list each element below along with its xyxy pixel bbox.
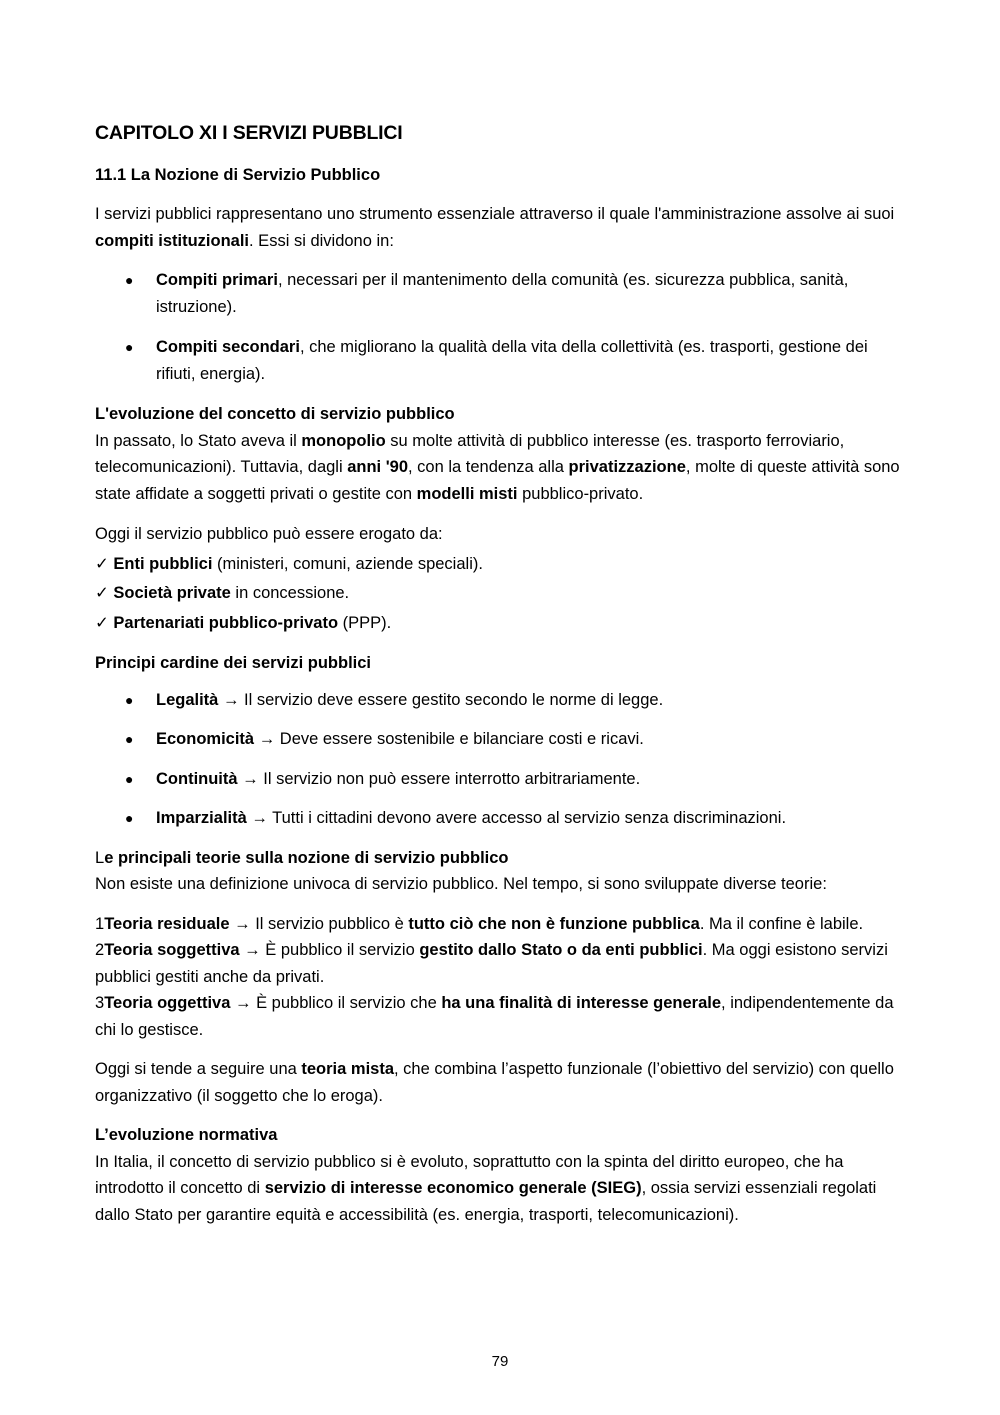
bold-text: anni '90: [347, 458, 408, 476]
item-text: , che migliorano la qualità della vita della collettività (es. trasporti, gestione dei rifiuti, energia).: [156, 338, 868, 383]
page-number: 79: [491, 1353, 509, 1370]
bold-text: ha una finalità di interesse generale: [441, 994, 722, 1012]
check-item: [95, 579, 905, 609]
item-bold: Compiti secondari: [156, 338, 300, 356]
check-icon: ✓: [95, 554, 109, 573]
text: pubblico-privato.: [517, 484, 644, 503]
intro-paragraph: [95, 201, 905, 254]
list-item: [95, 805, 905, 832]
normativa-paragraph: [95, 1122, 905, 1228]
teoria-number: 2: [95, 941, 105, 959]
text: , che combina l’aspetto funzionale (l’obiettivo del servizio) con quello organizzativo (il soggetto che lo eroga).: [95, 1060, 894, 1105]
list-item: [95, 766, 905, 793]
principi-heading-block: [95, 650, 905, 677]
text: . Ma oggi esistono servizi pubblici gestiti anche da privati.: [95, 941, 888, 986]
teorie-intro: Non esiste una definizione univoca di servizio pubblico. Nel tempo, si sono sviluppate diverse teorie:: [95, 875, 827, 893]
list-item: [95, 267, 905, 320]
text: → È pubblico il servizio: [239, 941, 420, 959]
text: , indipendentemente da chi lo gestisce.: [95, 994, 894, 1039]
evoluzione-paragraph: [95, 401, 905, 507]
intro-bold: compiti istituzionali: [95, 231, 250, 250]
text: → Il servizio pubblico è: [229, 914, 409, 933]
teoria-name: Teoria residuale: [104, 914, 230, 933]
compiti-list: [95, 267, 905, 387]
section-title: 11.1 La Nozione di Servizio Pubblico: [95, 166, 381, 184]
teoria-name: Teoria oggettiva: [104, 994, 231, 1012]
list-item: [95, 726, 905, 753]
teorie-heading: e principali teorie sulla nozione di servizio pubblico: [104, 848, 509, 867]
item-bold: Enti pubblici: [113, 554, 213, 573]
bold-text: gestito dallo Stato o da enti pubblici: [419, 941, 703, 959]
item-text: (PPP).: [338, 613, 392, 632]
bullet-icon: ●: [125, 272, 134, 288]
text: , con la tendenza alla: [408, 458, 569, 476]
teorie-list: [95, 911, 905, 1044]
teoria-number: 3: [95, 994, 105, 1012]
erogazione-intro: Oggi il servizio pubblico può essere erogato da:: [95, 525, 443, 543]
check-icon: ✓: [95, 613, 109, 632]
teoria-mista-paragraph: [95, 1056, 905, 1109]
item-text: in concessione.: [230, 584, 350, 602]
list-item: [95, 687, 905, 714]
bold-text: servizio di interesse economico generale (SIEG): [264, 1179, 642, 1197]
intro-text-2: . Essi si dividono in:: [249, 231, 394, 250]
item-text: (ministeri, comuni, aziende speciali).: [212, 554, 483, 573]
erogazione-block: [95, 520, 905, 638]
teoria-number: 1: [95, 914, 105, 933]
principi-list: [95, 687, 905, 832]
text: In Italia, il concetto di servizio pubblico si è evoluto, soprattutto con la spinta del diritto europeo, che ha introdotto il concetto di: [95, 1152, 844, 1197]
check-icon: ✓: [95, 584, 109, 602]
item-bold: Continuità: [156, 769, 238, 788]
bold-text: tutto ciò che non è funzione pubblica: [408, 914, 700, 933]
bullet-icon: ●: [125, 691, 134, 708]
item-bold: Legalità: [156, 690, 219, 709]
bold-text: privatizzazione: [568, 458, 686, 476]
bold-text: modelli misti: [416, 484, 518, 503]
document-page: [95, 119, 905, 1241]
item-bold: Imparzialità: [156, 809, 247, 827]
bullet-icon: ●: [125, 770, 134, 787]
text: , molte di queste attività sono state affidate a soggetti privati o gestite con: [95, 458, 900, 503]
text: . Ma il confine è labile.: [699, 914, 864, 933]
item-text: → Il servizio deve essere gestito secondo le norme di legge.: [218, 690, 664, 709]
intro-text-1: I servizi pubblici rappresentano uno strumento essenziale attraverso il quale l'amministrazione assolve ai suoi: [95, 205, 895, 223]
evoluzione-heading: L'evoluzione del concetto di servizio pubblico: [95, 405, 455, 423]
item-text: → Tutti i cittadini devono avere accesso al servizio senza discriminazioni.: [246, 809, 787, 827]
normativa-heading: L’evoluzione normativa: [95, 1126, 278, 1144]
text: Oggi si tende a seguire una: [95, 1060, 302, 1078]
list-item: [95, 334, 905, 387]
bold-text: monopolio: [301, 431, 386, 450]
check-item: [95, 550, 905, 580]
bullet-icon: ●: [125, 731, 134, 747]
bullet-icon: ●: [125, 810, 134, 826]
item-text: , necessari per il mantenimento della comunità (es. sicurezza pubblica, sanità, istruzione).: [156, 271, 849, 316]
bold-text: teoria mista: [301, 1060, 395, 1078]
text: In passato, lo Stato aveva il: [95, 431, 302, 450]
chapter-title: CAPITOLO XI I SERVIZI PUBBLICI: [95, 122, 403, 144]
item-text: → Deve essere sostenibile e bilanciare costi e ricavi.: [254, 730, 644, 748]
principi-heading: Principi cardine dei servizi pubblici: [95, 654, 371, 672]
text: su molte attività di pubblico interesse (es. trasporto ferroviario, telecomunicazioni). Tuttavia, dagli: [95, 431, 845, 476]
teorie-paragraph: [95, 845, 905, 898]
bullet-icon: ●: [125, 339, 134, 355]
item-bold: Partenariati pubblico-privato: [113, 613, 339, 632]
text: , ossia servizi essenziali regolati dallo Stato per garantire equità e accessibilità (es. energia, trasporti, telecomunicazioni).: [95, 1179, 877, 1224]
teorie-heading-plain: L: [95, 848, 105, 867]
item-text: → Il servizio non può essere interrotto arbitrariamente.: [237, 769, 641, 788]
item-bold: Compiti primari: [156, 271, 278, 289]
check-item: [95, 609, 905, 639]
text: → È pubblico il servizio che: [230, 994, 442, 1012]
item-bold: Economicità: [156, 730, 255, 748]
item-bold: Società private: [113, 584, 231, 602]
teoria-name: Teoria soggettiva: [104, 941, 240, 959]
